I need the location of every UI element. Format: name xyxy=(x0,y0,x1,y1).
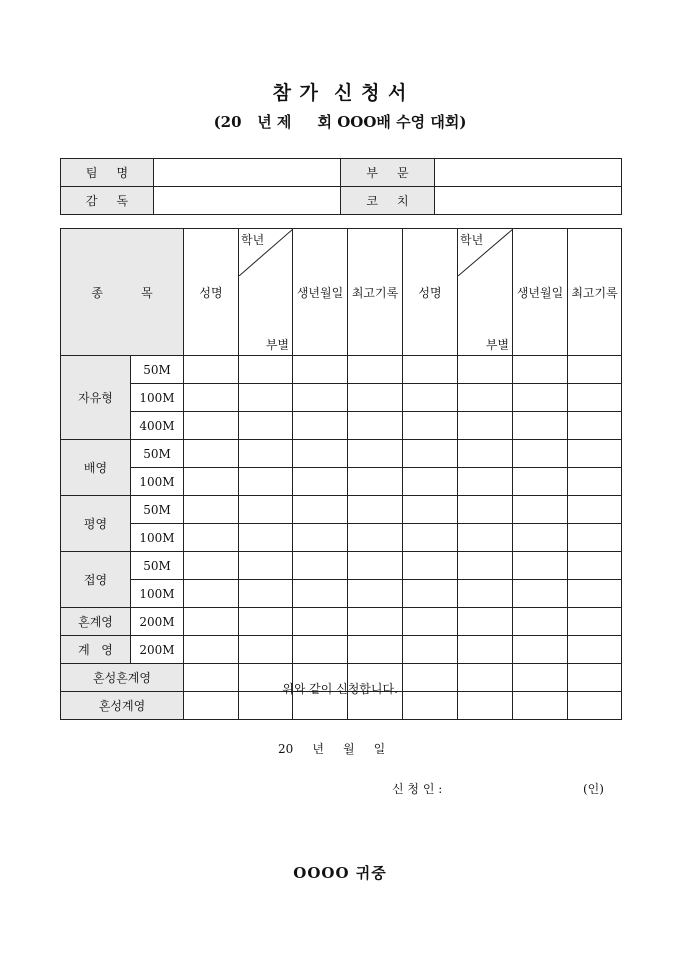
entry-cell[interactable] xyxy=(458,496,513,524)
entry-cell[interactable] xyxy=(458,636,513,664)
distance-cell: 50M xyxy=(131,496,184,524)
distance-cell: 200M xyxy=(131,608,184,636)
entry-cell[interactable] xyxy=(403,356,458,384)
entry-cell[interactable] xyxy=(239,524,293,552)
division-label: 부 문 xyxy=(341,159,435,187)
table-row xyxy=(61,356,622,384)
entry-cell[interactable] xyxy=(239,356,293,384)
table-row xyxy=(61,496,622,524)
entry-cell[interactable] xyxy=(403,468,458,496)
grade-division-header xyxy=(239,229,293,356)
entry-cell[interactable] xyxy=(239,412,293,440)
entry-cell[interactable] xyxy=(403,496,458,524)
entry-cell[interactable] xyxy=(184,524,239,552)
entry-cell[interactable] xyxy=(458,468,513,496)
entry-cell[interactable] xyxy=(348,552,403,580)
entry-cell[interactable] xyxy=(568,524,622,552)
team-name-field[interactable] xyxy=(154,159,341,187)
stroke-fly: 접영 xyxy=(61,552,131,608)
event-header: 종 목 xyxy=(61,229,184,356)
form-subtitle: (20 년 제 회 OOO배 수영 대회) xyxy=(213,113,467,131)
entry-cell[interactable] xyxy=(239,384,293,412)
entry-cell[interactable] xyxy=(403,524,458,552)
stroke-medley-relay: 혼계영 xyxy=(61,608,131,636)
entry-cell[interactable] xyxy=(568,412,622,440)
entry-cell[interactable] xyxy=(348,356,403,384)
entry-cell[interactable] xyxy=(348,468,403,496)
entry-cell[interactable] xyxy=(513,356,568,384)
entry-cell[interactable] xyxy=(348,440,403,468)
entry-cell[interactable] xyxy=(293,636,348,664)
entry-cell[interactable] xyxy=(293,580,348,608)
entry-cell[interactable] xyxy=(184,412,239,440)
record-header: 최고기록 xyxy=(348,229,403,356)
entry-cell[interactable] xyxy=(184,468,239,496)
closing-recipient: OOOO 귀중 xyxy=(293,864,387,882)
birth-header-2: 생년월일 xyxy=(513,229,568,356)
coach-label: 코 치 xyxy=(341,187,435,215)
distance-cell: 400M xyxy=(131,412,184,440)
table-row xyxy=(61,412,622,440)
entry-cell[interactable] xyxy=(239,580,293,608)
form-title: 참 가 신 청 서 xyxy=(272,82,408,104)
name-header-2: 성명 xyxy=(403,229,458,356)
entry-cell[interactable] xyxy=(293,552,348,580)
entry-cell[interactable] xyxy=(458,356,513,384)
entry-cell[interactable] xyxy=(184,440,239,468)
distance-cell: 50M xyxy=(131,552,184,580)
entry-cell[interactable] xyxy=(513,468,568,496)
seal-mark: (인) xyxy=(583,782,604,796)
entry-cell[interactable] xyxy=(239,608,293,636)
entry-cell[interactable] xyxy=(568,440,622,468)
director-field[interactable] xyxy=(154,187,341,215)
entry-cell[interactable] xyxy=(513,384,568,412)
entry-cell[interactable] xyxy=(513,636,568,664)
entry-cell[interactable] xyxy=(458,412,513,440)
team-info-table xyxy=(60,158,622,215)
entry-cell[interactable] xyxy=(184,580,239,608)
entry-cell[interactable] xyxy=(513,440,568,468)
entry-cell[interactable] xyxy=(403,440,458,468)
entry-cell[interactable] xyxy=(513,524,568,552)
entry-cell[interactable] xyxy=(403,608,458,636)
entry-table xyxy=(60,228,622,720)
entry-cell[interactable] xyxy=(184,356,239,384)
grade-division-header-2 xyxy=(458,229,513,356)
entry-cell[interactable] xyxy=(239,636,293,664)
entry-cell[interactable] xyxy=(403,552,458,580)
entry-cell[interactable] xyxy=(293,524,348,552)
statement-text: 위와 같이 신청합니다. xyxy=(282,682,398,696)
entry-cell[interactable] xyxy=(239,496,293,524)
entry-cell[interactable] xyxy=(403,580,458,608)
distance-cell: 100M xyxy=(131,468,184,496)
applicant-label: 신 청 인 : xyxy=(392,782,443,796)
entry-cell[interactable] xyxy=(293,384,348,412)
entry-cell[interactable] xyxy=(568,608,622,636)
entry-cell[interactable] xyxy=(293,356,348,384)
entry-cell[interactable] xyxy=(458,524,513,552)
coach-field[interactable] xyxy=(435,187,622,215)
table-row xyxy=(61,468,622,496)
entry-cell[interactable] xyxy=(348,608,403,636)
entry-cell[interactable] xyxy=(568,468,622,496)
entry-cell[interactable] xyxy=(239,552,293,580)
entry-cell[interactable] xyxy=(348,636,403,664)
entry-cell[interactable] xyxy=(513,552,568,580)
distance-cell: 100M xyxy=(131,384,184,412)
record-header-2: 최고기록 xyxy=(568,229,622,356)
stroke-back: 배영 xyxy=(61,440,131,496)
entry-cell[interactable] xyxy=(348,412,403,440)
entry-cell[interactable] xyxy=(348,496,403,524)
distance-cell: 50M xyxy=(131,440,184,468)
name-header: 성명 xyxy=(184,229,239,356)
stroke-free: 자유형 xyxy=(61,356,131,440)
entry-cell[interactable] xyxy=(403,636,458,664)
division-sub-label: 부별 xyxy=(485,338,509,352)
table-row xyxy=(61,580,622,608)
distance-cell: 100M xyxy=(131,580,184,608)
team-name-label: 팀 명 xyxy=(61,159,154,187)
table-row xyxy=(61,552,622,580)
table-row xyxy=(61,384,622,412)
table-row xyxy=(61,440,622,468)
entry-cell[interactable] xyxy=(348,384,403,412)
entry-cell[interactable] xyxy=(293,468,348,496)
table-row xyxy=(61,636,622,664)
division-field[interactable] xyxy=(435,159,622,187)
entry-cell[interactable] xyxy=(568,580,622,608)
stroke-breast: 평영 xyxy=(61,496,131,552)
entry-cell[interactable] xyxy=(458,552,513,580)
entry-cell[interactable] xyxy=(184,608,239,636)
distance-cell: 100M xyxy=(131,524,184,552)
entry-cell[interactable] xyxy=(403,412,458,440)
entry-cell[interactable] xyxy=(184,384,239,412)
entry-cell[interactable] xyxy=(403,384,458,412)
division-sub-label: 부별 xyxy=(265,338,289,352)
entry-cell[interactable] xyxy=(348,580,403,608)
entry-cell[interactable] xyxy=(293,608,348,636)
entry-cell[interactable] xyxy=(513,496,568,524)
entry-cell[interactable] xyxy=(568,356,622,384)
grade-label: 학년 xyxy=(241,233,265,247)
entry-cell[interactable] xyxy=(348,524,403,552)
entry-cell[interactable] xyxy=(513,580,568,608)
entry-cell[interactable] xyxy=(458,580,513,608)
entry-cell[interactable] xyxy=(458,440,513,468)
distance-cell: 50M xyxy=(131,356,184,384)
entry-cell[interactable] xyxy=(568,552,622,580)
entry-cell[interactable] xyxy=(184,636,239,664)
table-row xyxy=(61,608,622,636)
entry-cell[interactable] xyxy=(293,412,348,440)
entry-cell[interactable] xyxy=(293,440,348,468)
grade-label: 학년 xyxy=(460,233,484,247)
entry-cell[interactable] xyxy=(239,440,293,468)
birth-header: 생년월일 xyxy=(293,229,348,356)
entry-cell[interactable] xyxy=(513,608,568,636)
entry-cell[interactable] xyxy=(184,552,239,580)
entry-cell[interactable] xyxy=(458,384,513,412)
stroke-mixed-medley-relay: 혼성혼계영 xyxy=(61,664,184,692)
entry-cell[interactable] xyxy=(458,608,513,636)
distance-cell: 200M xyxy=(131,636,184,664)
director-label: 감 독 xyxy=(61,187,154,215)
entry-cell[interactable] xyxy=(568,636,622,664)
stroke-mixed-free-relay: 혼성계영 xyxy=(61,692,184,720)
date-line: 20 년 월 일 xyxy=(278,742,386,756)
stroke-relay: 계 영 xyxy=(61,636,131,664)
entry-cell[interactable] xyxy=(568,384,622,412)
entry-cell[interactable] xyxy=(568,496,622,524)
entry-cell[interactable] xyxy=(184,496,239,524)
entry-cell[interactable] xyxy=(513,412,568,440)
entry-cell[interactable] xyxy=(239,468,293,496)
table-row xyxy=(61,524,622,552)
entry-cell[interactable] xyxy=(293,496,348,524)
